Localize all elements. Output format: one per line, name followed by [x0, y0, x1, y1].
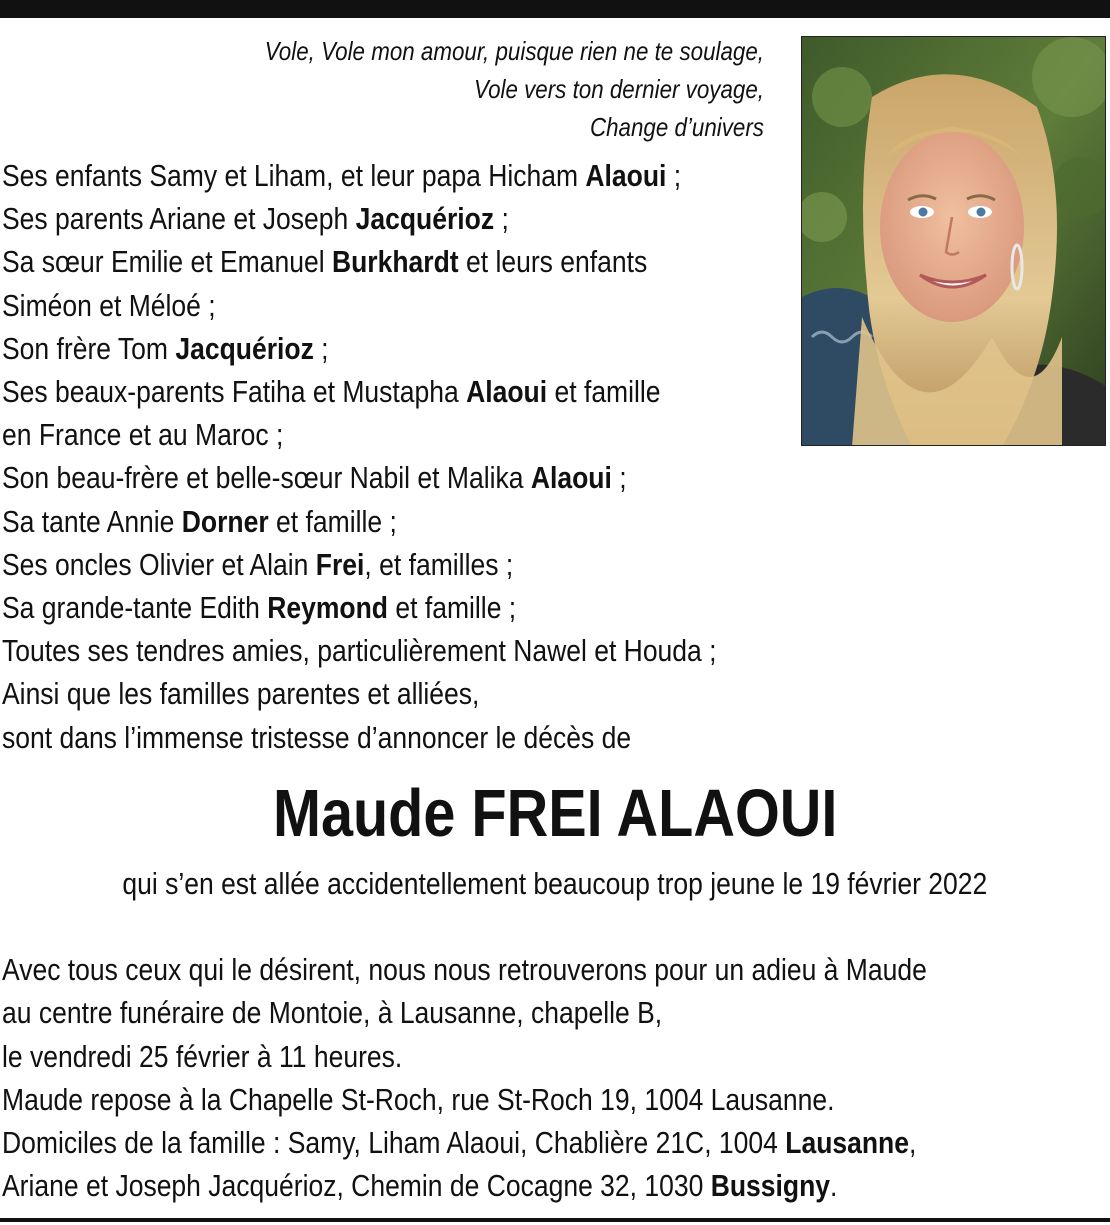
info-emphasis: Bussigny: [710, 1168, 831, 1204]
family-list: [2, 154, 1002, 759]
family-line: Ses oncles Olivier et Alain Frei, et familles ;: [2, 546, 514, 582]
family-surname: Alaoui: [466, 374, 548, 410]
info-emphasis: Lausanne: [785, 1125, 909, 1161]
family-line: Son frère Tom Jacquérioz ;: [2, 330, 329, 366]
info-line: Domiciles de la famille : Samy, Liham Alaoui, Chablière 21C, 1004 Lausanne,: [2, 1125, 917, 1161]
family-line: Sa sœur Emilie et Emanuel Burkhardt et leurs enfants: [2, 244, 648, 280]
family-line: Sa tante Annie Dorner et famille ;: [2, 503, 397, 539]
family-line: Son beau-frère et belle-sœur Nabil et Malika Alaoui ;: [2, 460, 627, 496]
bottom-rule: [0, 1218, 1110, 1222]
family-surname: Alaoui: [585, 158, 667, 193]
epigraph-line: Change d’univers: [589, 112, 764, 142]
family-surname: Dorner: [181, 503, 269, 539]
epigraph-line: Vole vers ton dernier voyage,: [473, 74, 764, 104]
deceased-name: Maude FREI ALAOUI: [272, 776, 838, 851]
epigraph-poem: [107, 32, 764, 146]
family-line: Siméon et Méloé ;: [2, 287, 216, 323]
passing-note: qui s’en est allée accidentellement beaucoup trop jeune le 19 février 2022: [122, 866, 988, 901]
ceremony-info: [2, 948, 1110, 1208]
family-line: Ses parents Ariane et Joseph Jacquérioz ;: [2, 201, 509, 237]
info-line: Maude repose à la Chapelle St-Roch, rue St-Roch 19, 1004 Lausanne.: [2, 1081, 835, 1117]
family-line: Sa grande-tante Edith Reymond et famille ;: [2, 590, 517, 626]
top-rule: [0, 0, 1110, 18]
family-line: Ses beaux-parents Fatiha et Mustapha Alaoui et famille: [2, 374, 661, 410]
family-surname: Alaoui: [530, 460, 612, 496]
family-surname: Frei: [315, 546, 365, 582]
family-line: Ainsi que les familles parentes et alliées,: [2, 676, 480, 712]
info-line: Avec tous ceux qui le désirent, nous nous retrouverons pour un adieu à Maude: [2, 952, 927, 987]
info-line: le vendredi 25 février à 11 heures.: [2, 1038, 403, 1074]
epigraph-line: Vole, Vole mon amour, puisque rien ne te soulage,: [264, 36, 764, 66]
family-line: Toutes ses tendres amies, particulièrement Nawel et Houda ;: [2, 633, 717, 669]
info-line: Ariane et Joseph Jacquérioz, Chemin de Cocagne 32, 1030 Bussigny.: [2, 1168, 838, 1204]
family-line: Ses enfants Samy et Liham, et leur papa Hicham Alaoui ;: [2, 158, 682, 193]
family-surname: Burkhardt: [331, 244, 459, 280]
family-line: sont dans l’immense tristesse d’annoncer le décès de: [2, 719, 632, 755]
info-line: au centre funéraire de Montoie, à Lausanne, chapelle B,: [2, 995, 663, 1031]
family-surname: Jacquérioz: [175, 330, 314, 366]
family-line: en France et au Maroc ;: [2, 417, 284, 453]
family-surname: Reymond: [267, 590, 389, 626]
family-surname: Jacquérioz: [355, 201, 495, 237]
